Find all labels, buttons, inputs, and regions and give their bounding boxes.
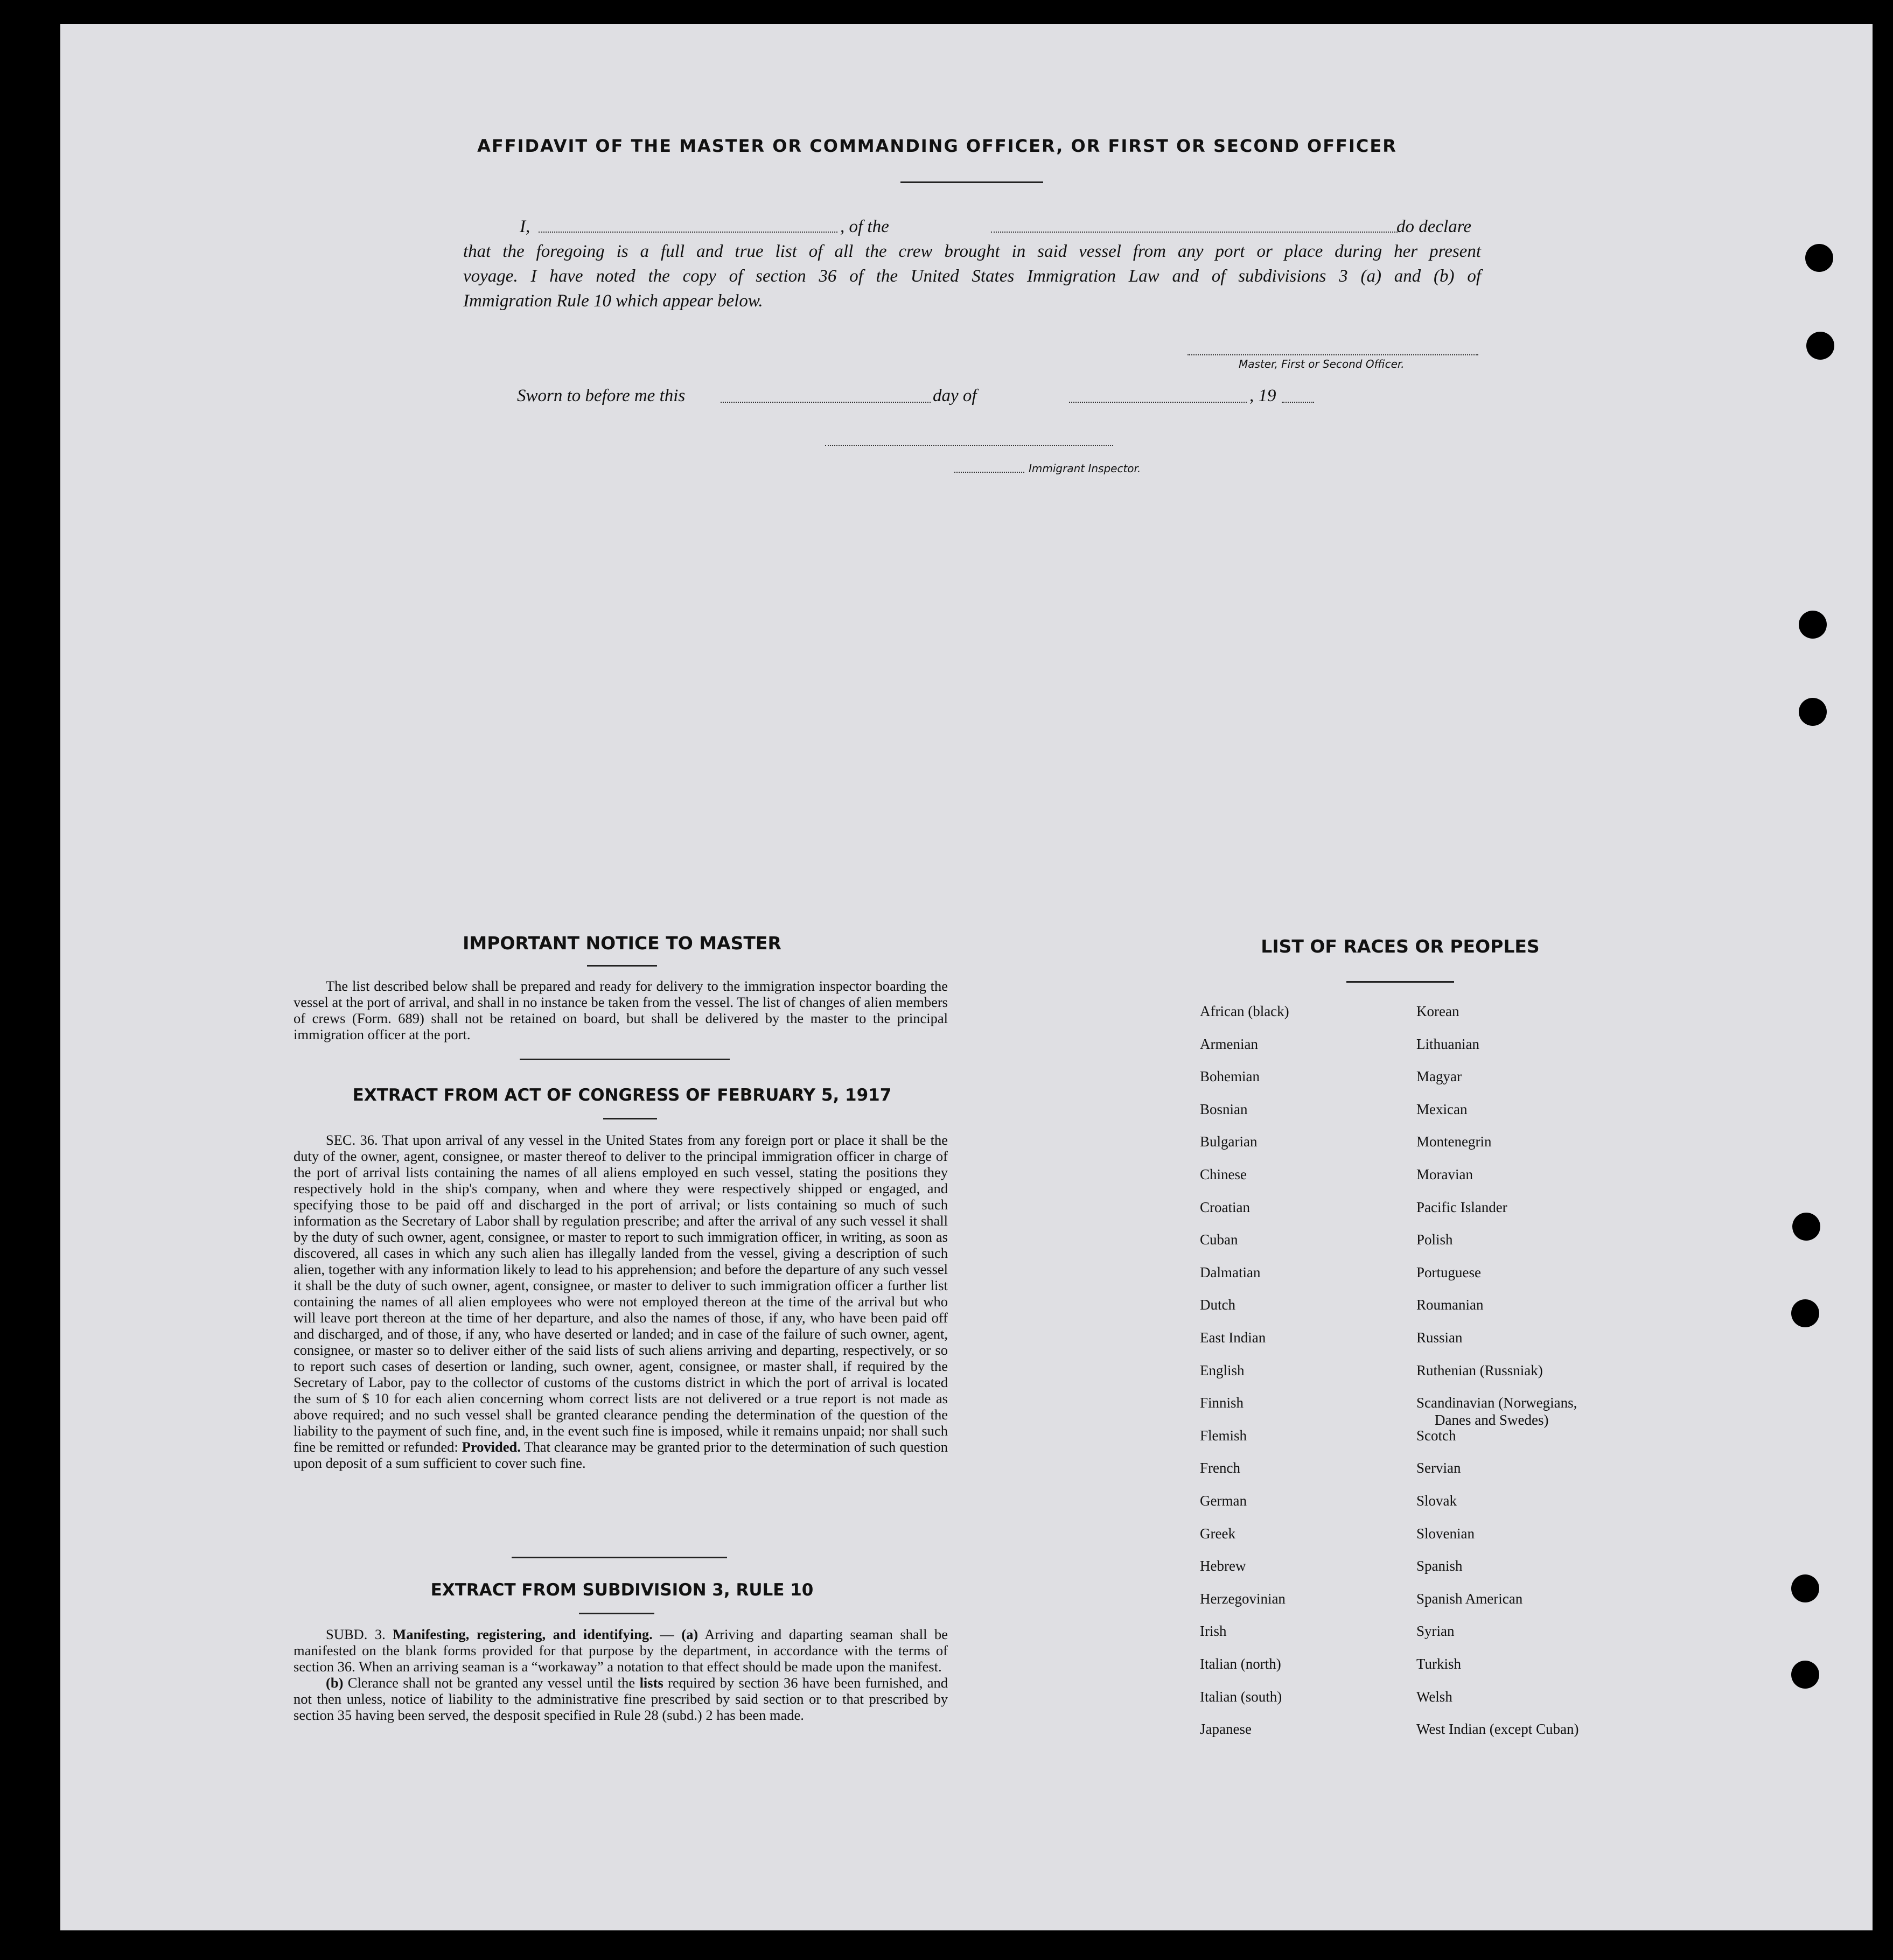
race-item: Scandinavian (Norwegians, <box>1416 1395 1577 1411</box>
inspector-signature-line[interactable] <box>825 445 1113 446</box>
race-item: Lithuanian <box>1416 1035 1479 1052</box>
race-item: Slovak <box>1416 1493 1457 1509</box>
act-extract-divider <box>512 1557 727 1558</box>
rule-extract-title-rule <box>579 1613 654 1614</box>
act-text: SEC. 36. That upon arrival of any vessel in the United States from any foreign port or place it shall be the duty of the owner, agent, consignee, or master thereof to deliver to the principal immigration officer in charge of the port of arrival lists containing the names of all aliens employed en such vessel, stating the positions they respectively hold in the ship's company, when and where they were respectively shipped or engaged, and specifying those to be paid off and discharged in the port of arrival; or lists containing so much of such information as the Secretary of Labor shall by regulation prescribe; and after the arrival of any such vessel it shall by the duty of such owner, agent, consignee, or master to report to such immigration officer, in writing, as soon as discovered, all cases in which any such alien has illegally landed from the vessel, giving a description of such alien, together with any information likely to lead to his apprehension; and before the departure of any such vessel it shall be the duty of such owner, agent, consignee, or master to deliver to such immigration officer a further list containing the names of all alien employees who were not employed thereon at the time of the arrival but who will leave port thereon at the time of her departure, and also the names of those, if any, who have been paid off and discharged, and of those, if any, who have deserted or landed; and in case of the failure of such owner, agent, consignee, or master so to deliver either of the said lists of such aliens arriving and departing, respectively, or so to report such cases of desertion or landing, such owner, agent, consignee, or master shall, if required by the Secretary of Labor, pay to the collector of customs of the customs district in which the port of arrival is located the sum of $ 10 for each alien concerning whom correct lists are not delivered or a true report is not made as above required; and no such vessel shall be granted clearance pending the determination of the question of the liability to the payment of such fine, and, in the event such fine is imposed, while it remains unpaid; nor shall such fine be remitted or refunded: <box>294 1132 948 1455</box>
subd-b-text-2: required by section 36 have been furnished, and not then unless, notice of liability to the administrative fine prescribed by said section or to that prescribed by section 35 having been served, the desposit specified in Rule 28 (subd.) 2 has been made. <box>294 1675 948 1723</box>
race-item: Polish <box>1416 1231 1453 1248</box>
act-extract-text <box>294 1132 948 1471</box>
act-extract-paragraph <box>294 1132 948 1471</box>
race-item: Korean <box>1416 1003 1459 1019</box>
notice-paragraph: The list described below shall be prepared and ready for delivery to the immigration inspector boarding the vessel at the port of arrival, and shall in no instance be taken from the vessel. The list of changes of alien members of crews (Form. 689) shall not be retained on board, but shall be delivered by the master to the principal immigration officer at the port. <box>294 978 948 1042</box>
affidavit-title-rule <box>900 181 1043 183</box>
act-extract-title: EXTRACT FROM ACT OF CONGRESS OF FEBRUARY 5, 1917 <box>352 1086 892 1105</box>
race-item: Syrian <box>1416 1623 1455 1640</box>
subd-b-label: (b) <box>326 1675 344 1691</box>
rule-a-paragraph <box>294 1626 948 1675</box>
affidavit-line-2: that the foregoing is a full and true list of all the crew brought in said vessel from any port or place during her present <box>463 242 1481 261</box>
race-item: Cuban <box>1200 1231 1238 1248</box>
sworn-line <box>463 383 1481 408</box>
race-item: Hebrew <box>1200 1558 1246 1574</box>
race-item: Finnish <box>1200 1395 1244 1411</box>
race-item: English <box>1200 1362 1245 1378</box>
race-item: Armenian <box>1200 1035 1258 1052</box>
affidavit-line-3: voyage. I have noted the copy of section 36 of the United States Immigration Law and of subdivisions 3 (a) and (b) of <box>463 267 1481 286</box>
race-item: Slovenian <box>1416 1525 1475 1542</box>
binder-hole-5 <box>1792 1213 1820 1241</box>
vessel-blank[interactable] <box>991 232 1398 233</box>
race-item: Ruthenian (Russniak) <box>1416 1362 1543 1378</box>
binder-hole-8 <box>1791 1661 1819 1689</box>
race-item: Italian (north) <box>1200 1656 1281 1672</box>
race-item: Montenegrin <box>1416 1133 1492 1150</box>
sworn-day-of: day of <box>933 386 977 405</box>
binder-hole-3 <box>1799 611 1827 639</box>
name-blank[interactable] <box>539 232 837 233</box>
race-item: Portuguese <box>1416 1264 1481 1280</box>
subd-heading: Manifesting, registering, and identifying. <box>393 1626 653 1642</box>
affidavit-line-4: Immigration Rule 10 which appear below. <box>463 291 763 311</box>
races-title-rule <box>1346 981 1454 983</box>
race-item: Herzegovinian <box>1200 1590 1286 1607</box>
subd-b-text-1: Clerance shall not be granted any vessel until the <box>347 1675 635 1691</box>
master-signature-line[interactable] <box>1188 354 1478 355</box>
notice-title-rule <box>587 965 657 967</box>
subd-dash: — <box>652 1626 682 1642</box>
race-item: Bosnian <box>1200 1101 1248 1117</box>
sworn-prefix: Sworn to before me this <box>517 386 686 405</box>
race-item: Scotch <box>1416 1427 1456 1444</box>
binder-hole-7 <box>1791 1574 1819 1602</box>
race-item: East Indian <box>1200 1329 1266 1346</box>
race-item: Welsh <box>1416 1688 1452 1705</box>
race-item: Pacific Islander <box>1416 1199 1507 1215</box>
subd-prefix: SUBD. 3. <box>326 1626 386 1642</box>
race-continuation: Danes and Swedes) <box>1435 1412 1549 1428</box>
sworn-day-blank[interactable] <box>721 402 931 403</box>
rule-b-paragraph <box>294 1675 948 1723</box>
sworn-year-blank[interactable] <box>1282 402 1314 403</box>
races-left-column <box>1198 0 1199 1</box>
notice-divider <box>520 1059 730 1060</box>
race-item: Spanish American <box>1416 1590 1523 1607</box>
rule-extract-title: EXTRACT FROM SUBDIVISION 3, RULE 10 <box>430 1580 814 1600</box>
race-item: Bulgarian <box>1200 1133 1258 1150</box>
race-item: Chinese <box>1200 1166 1247 1182</box>
race-item: German <box>1200 1493 1247 1509</box>
affidavit-title: AFFIDAVIT OF THE MASTER OR COMMANDING OFFICER, OR FIRST OR SECOND OFFICER <box>477 136 1397 156</box>
race-item: Turkish <box>1416 1656 1462 1672</box>
inspector-label: Immigrant Inspector. <box>1029 462 1141 475</box>
race-item: West Indian (except Cuban) <box>1416 1721 1579 1738</box>
binder-hole-6 <box>1791 1299 1819 1327</box>
subd-a-label: (a) <box>681 1626 698 1642</box>
race-item: Roumanian <box>1416 1297 1484 1313</box>
race-item: Russian <box>1416 1329 1463 1346</box>
notice-text <box>294 978 948 1042</box>
notice-title: IMPORTANT NOTICE TO MASTER <box>463 933 781 954</box>
race-item: African (black) <box>1200 1003 1289 1019</box>
master-signature-label: Master, First or Second Officer. <box>1239 358 1405 370</box>
race-item: Croatian <box>1200 1199 1250 1215</box>
race-item: Moravian <box>1416 1166 1473 1182</box>
binder-hole-2 <box>1806 332 1834 360</box>
race-item: French <box>1200 1460 1240 1476</box>
affidavit-of-the: , of the <box>840 217 889 236</box>
race-item: Dutch <box>1200 1297 1235 1313</box>
race-item: Italian (south) <box>1200 1688 1282 1705</box>
race-item: Servian <box>1416 1460 1461 1476</box>
race-item: Flemish <box>1200 1427 1247 1444</box>
subd-a-text: Arriving and daparting seaman shall be manifested on the blank forms provided for that purpose by the department, in accordance with the terms of section 36. When an arriving seaman is a “workaway” a notation to that effect should be made upon the manifest. <box>294 1626 948 1675</box>
race-item: Dalmatian <box>1200 1264 1261 1280</box>
binder-hole-4 <box>1799 698 1827 726</box>
sworn-year: , 19 <box>1249 386 1276 405</box>
race-item: Irish <box>1200 1623 1227 1640</box>
race-item: Magyar <box>1416 1068 1462 1085</box>
act-extract-title-rule <box>603 1118 657 1119</box>
affidavit-do-declare: do declare <box>1396 217 1471 236</box>
affidavit-i: I, <box>520 217 530 236</box>
affidavit-line-1 <box>463 214 1481 239</box>
provided-word: Provided. <box>462 1439 521 1455</box>
race-item: Bohemian <box>1200 1068 1260 1085</box>
race-item: Mexican <box>1416 1101 1468 1117</box>
act-text-end: That clearance may be granted prior to the determination of such question upon deposit of a sum sufficient to cover such fine. <box>294 1439 948 1471</box>
race-item: Spanish <box>1416 1558 1463 1574</box>
binder-hole-1 <box>1805 244 1833 272</box>
sworn-month-blank[interactable] <box>1069 402 1247 403</box>
inspector-short-line[interactable] <box>954 472 1024 473</box>
races-title: LIST OF RACES OR PEOPLES <box>1261 936 1540 957</box>
race-item: Japanese <box>1200 1721 1252 1738</box>
subd-b-lists: lists <box>639 1675 663 1691</box>
rule-extract-text <box>294 1626 948 1723</box>
race-item: Greek <box>1200 1525 1235 1542</box>
